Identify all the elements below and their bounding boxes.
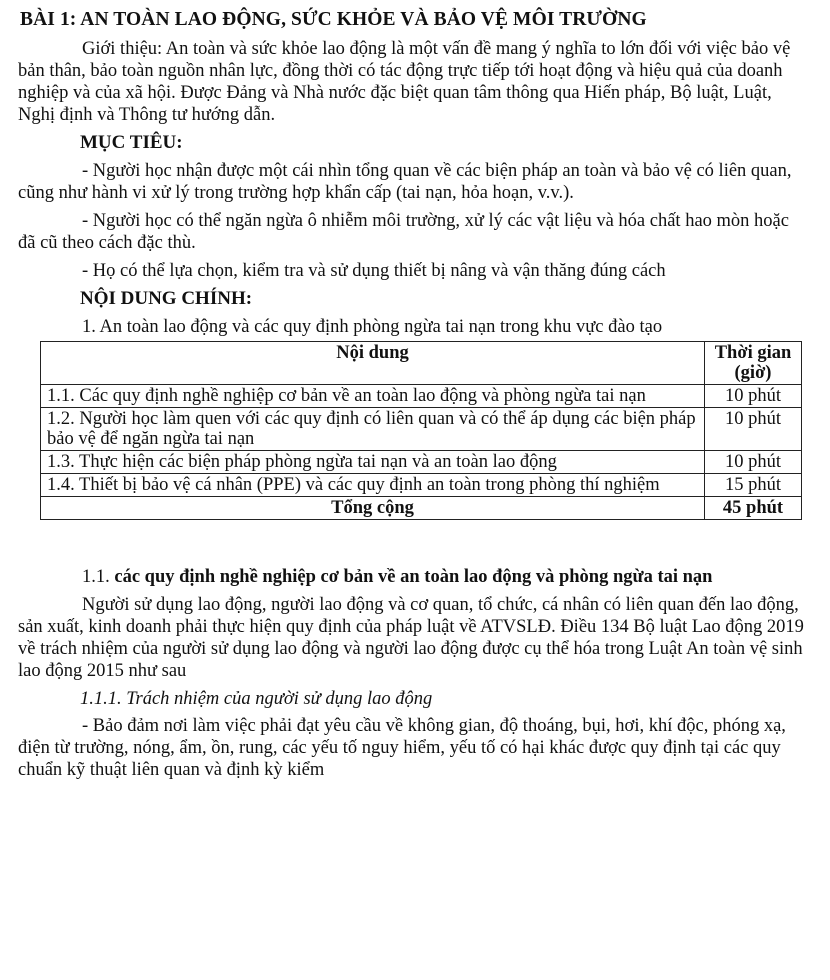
section-1-1-heading — [18, 566, 806, 588]
schedule-table — [40, 341, 802, 520]
row-content: 1.1. Các quy định nghề nghiệp cơ bản về an toàn lao động và phòng ngừa tai nạn — [41, 385, 705, 408]
table-row — [41, 408, 802, 451]
lesson-title: BÀI 1: AN TOÀN LAO ĐỘNG, SỨC KHỎE VÀ BẢO VỆ MÔI TRƯỜNG — [20, 9, 647, 30]
subsection-1-1-1-heading: 1.1.1. Trách nhiệm của người sử dụng lao động — [80, 689, 433, 709]
objective-item-3: - Họ có thể lựa chọn, kiểm tra và sử dụng thiết bị nâng và vận thăng đúng cách — [82, 261, 666, 281]
header-content: Nội dung — [41, 342, 705, 385]
section-1-1-body: Người sử dụng lao động, người lao động và cơ quan, tổ chức, cá nhân có liên quan đến lao động, sản xuất, kinh doanh phải thực hiện quy định của pháp luật về ATVSLĐ. Điều 134 Bộ luật Lao động 2019 về trách nhiệm của người sử dụng lao động và người lao động được cụ thể hóa trong Luật An toàn vệ sinh lao động 2015 như sau — [18, 595, 804, 681]
total-time: 45 phút — [705, 497, 802, 520]
table-row — [41, 474, 802, 497]
row-time: 10 phút — [705, 451, 802, 474]
row-time: 10 phút — [705, 385, 802, 408]
section-number: 1.1. — [82, 567, 110, 587]
subsection-1-1-1-body: - Bảo đảm nơi làm việc phải đạt yêu cầu về không gian, độ thoáng, bụi, hơi, khí độc, phóng xạ, điện từ trường, nóng, ẩm, ồn, rung, các yếu tố nguy hiểm, yếu tố có hại khác được quy định tại các quy chuẩn kỹ thuật liên quan và định kỳ kiểm — [18, 716, 786, 780]
row-time: 15 phút — [705, 474, 802, 497]
objectives-heading: MỤC TIÊU: — [80, 132, 183, 153]
table-total-row — [41, 497, 802, 520]
total-label: Tổng cộng — [41, 497, 705, 520]
objective-item-2: - Người học có thể ngăn ngừa ô nhiễm môi trường, xử lý các vật liệu và hóa chất hao mòn hoặc đã cũ theo cách đặc thù. — [18, 211, 789, 253]
table-header-row — [41, 342, 802, 385]
table-row — [41, 385, 802, 408]
row-content: 1.2. Người học làm quen với các quy định có liên quan và có thể áp dụng các biện pháp bảo vệ để ngăn ngừa tai nạn — [41, 408, 705, 451]
section-title: các quy định nghề nghiệp cơ bản về an toàn lao động và phòng ngừa tai nạn — [114, 567, 713, 587]
intro-paragraph: Giới thiệu: An toàn và sức khỏe lao động là một vấn đề mang ý nghĩa to lớn đối với việc bảo vệ bản thân, bảo toàn nguồn nhân lực, đồng thời có tác động trực tiếp tới hoạt động và hiệu quả của doanh nghiệp và của xã hội. Được Đảng và Nhà nước đặc biệt quan tâm thông qua Hiến pháp, Bộ luật, Luật, Nghị định và Thông tư hướng dẫn. — [18, 39, 791, 125]
table-row — [41, 451, 802, 474]
header-time: Thời gian (giờ) — [705, 342, 802, 385]
row-time: 10 phút — [705, 408, 802, 451]
main-content-intro: 1. An toàn lao động và các quy định phòng ngừa tai nạn trong khu vực đào tạo — [82, 317, 663, 337]
row-content: 1.3. Thực hiện các biện pháp phòng ngừa tai nạn và an toàn lao động — [41, 451, 705, 474]
objective-item-1: - Người học nhận được một cái nhìn tổng quan về các biện pháp an toàn và bảo vệ có liên quan, cũng như hành vi xử lý trong trường hợp khẩn cấp (tai nạn, hỏa hoạn, v.v.). — [18, 161, 792, 203]
row-content: 1.4. Thiết bị bảo vệ cá nhân (PPE) và các quy định an toàn trong phòng thí nghiệm — [41, 474, 705, 497]
main-content-heading: NỘI DUNG CHÍNH: — [80, 288, 253, 309]
